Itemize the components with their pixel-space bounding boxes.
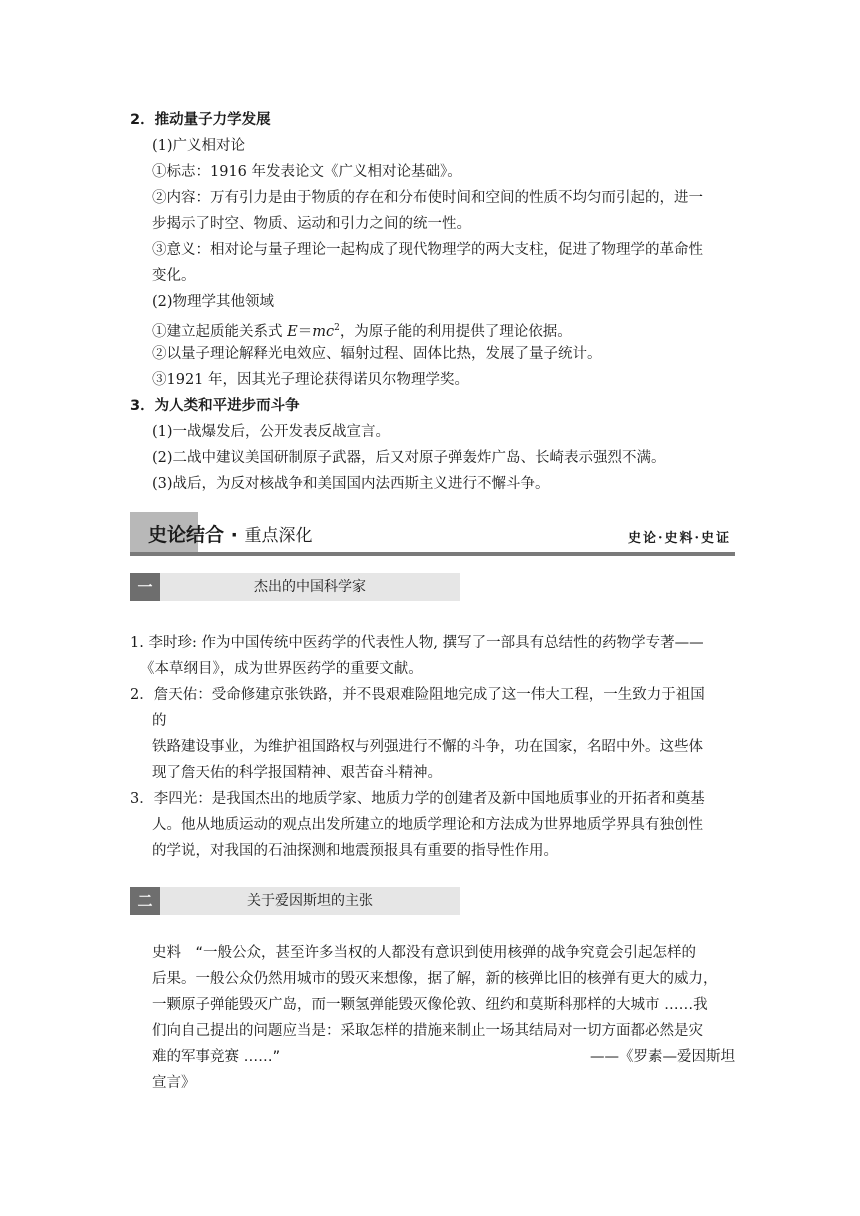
quote-line: 们向自己提出的问题应当是：采取怎样的措施来制止一场其结局对一切方面都必然是灾 xyxy=(152,1023,703,1039)
quote-source-cont: 宣言》 xyxy=(152,1075,196,1091)
section-banner xyxy=(130,512,735,556)
quote-line: 史料 “一般公众，甚至许多当权的人都没有意识到使用核弹的战争究竟会引起怎样的 xyxy=(152,945,697,961)
paragraph-line: (2)物理学其他领域 xyxy=(152,294,275,310)
paragraph-line: 现了詹天佑的科学报国精神、艰苦奋斗精神。 xyxy=(152,765,442,781)
quote-source: ——《罗素—爱因斯坦 xyxy=(590,1049,735,1065)
paragraph-line: ③意义：相对论与量子理论一起构成了现代物理学的两大支柱，促进了物理学的革命性 xyxy=(152,242,703,258)
subsection-number: 一 xyxy=(130,573,160,601)
section-title-main: 史论结合 xyxy=(148,524,225,546)
paragraph-line: 的学说，对我国的石油探测和地震预报具有重要的指导性作用。 xyxy=(152,843,558,859)
paragraph-line: 3．李四光：是我国杰出的地质学家、地质力学的创建者及新中国地质事业的开拓者和奠基 xyxy=(130,791,705,807)
paragraph-line: 人。他从地质运动的观点出发所建立的地质学理论和方法成为世界地质学界具有独创性 xyxy=(152,817,703,833)
paragraph-line: 的 xyxy=(152,713,167,729)
quote-line: 后果。一般公众仍然用城市的毁灭来想像，据了解，新的核弹比旧的核弹有更大的威力， xyxy=(152,971,718,987)
paragraph-line: 铁路建设事业，为维护祖国路权与列强进行不懈的斗争，功在国家，名昭中外。这些体 xyxy=(152,739,703,755)
heading-2: 2．推动量子力学发展 xyxy=(130,112,271,128)
formula-sup: 2 xyxy=(334,323,340,333)
paragraph-line: 步揭示了时空、物质、运动和引力之间的统一性。 xyxy=(152,216,471,232)
heading-3: 3．为人类和平进步而斗争 xyxy=(130,398,300,414)
paragraph-line: ②内容：万有引力是由于物质的存在和分布使时间和空间的性质不均匀而引起的，进一 xyxy=(152,190,703,206)
paragraph-line: 2．詹天佑：受命修建京张铁路，并不畏艰难险阻地完成了这一伟大工程，一生致力于祖国 xyxy=(130,687,705,703)
subsection-header-1 xyxy=(130,573,460,601)
paragraph-line: (1)一战爆发后，公开发表反战宣言。 xyxy=(152,424,391,440)
paragraph-line: 1. 李时珍: 作为中国传统中医药学的代表性人物, 撰写了一部具有总结性的药物学专著—— xyxy=(130,635,704,651)
formula-suffix: ，为原子能的利用提供了理论依据。 xyxy=(339,323,572,340)
section-title xyxy=(148,520,312,547)
section-title-dot: · xyxy=(224,524,245,546)
quote-line: 一颗原子弹能毁灭广岛，而一颗氢弹能毁灭像伦敦、纽约和莫斯科那样的大城市 ……我 xyxy=(152,997,708,1013)
subsection-label: 杰出的中国科学家 xyxy=(254,579,366,595)
paragraph-line: ①标志：1916 年发表论文《广义相对论基础》。 xyxy=(152,164,462,180)
section-subtitle: 重点深化 xyxy=(244,526,313,546)
paragraph-line: 《本草纲目》，成为世界医药学的重要文献。 xyxy=(140,661,423,677)
paragraph-line: ③1921 年，因其光子理论获得诺贝尔物理学奖。 xyxy=(152,372,470,388)
paragraph-line: (2)二战中建议美国研制原子武器，后又对原子弹轰炸广岛、长崎表示强烈不满。 xyxy=(152,450,666,466)
formula-eq: ＝ xyxy=(297,323,313,340)
section-rule xyxy=(130,552,735,556)
formula-prefix: ①建立起质能关系式 xyxy=(152,323,288,340)
paragraph-line: (3)战后，为反对核战争和美国国内法西斯主义进行不懈斗争。 xyxy=(152,476,550,492)
subsection-number: 二 xyxy=(130,887,160,915)
formula-mc: mc xyxy=(312,323,335,340)
formula-e: E xyxy=(287,323,298,340)
subsection-label: 关于爱因斯坦的主张 xyxy=(247,893,373,909)
paragraph-line: (1)广义相对论 xyxy=(152,138,246,154)
section-right-label: 史论·史料·史证 xyxy=(627,531,731,546)
paragraph-line: ②以量子理论解释光电效应、辐射过程、固体比热，发展了量子统计。 xyxy=(152,346,602,362)
paragraph-line: 变化。 xyxy=(152,268,196,284)
subsection-header-2 xyxy=(130,887,460,915)
quote-line: 难的军事竞赛 ……” xyxy=(152,1049,281,1065)
